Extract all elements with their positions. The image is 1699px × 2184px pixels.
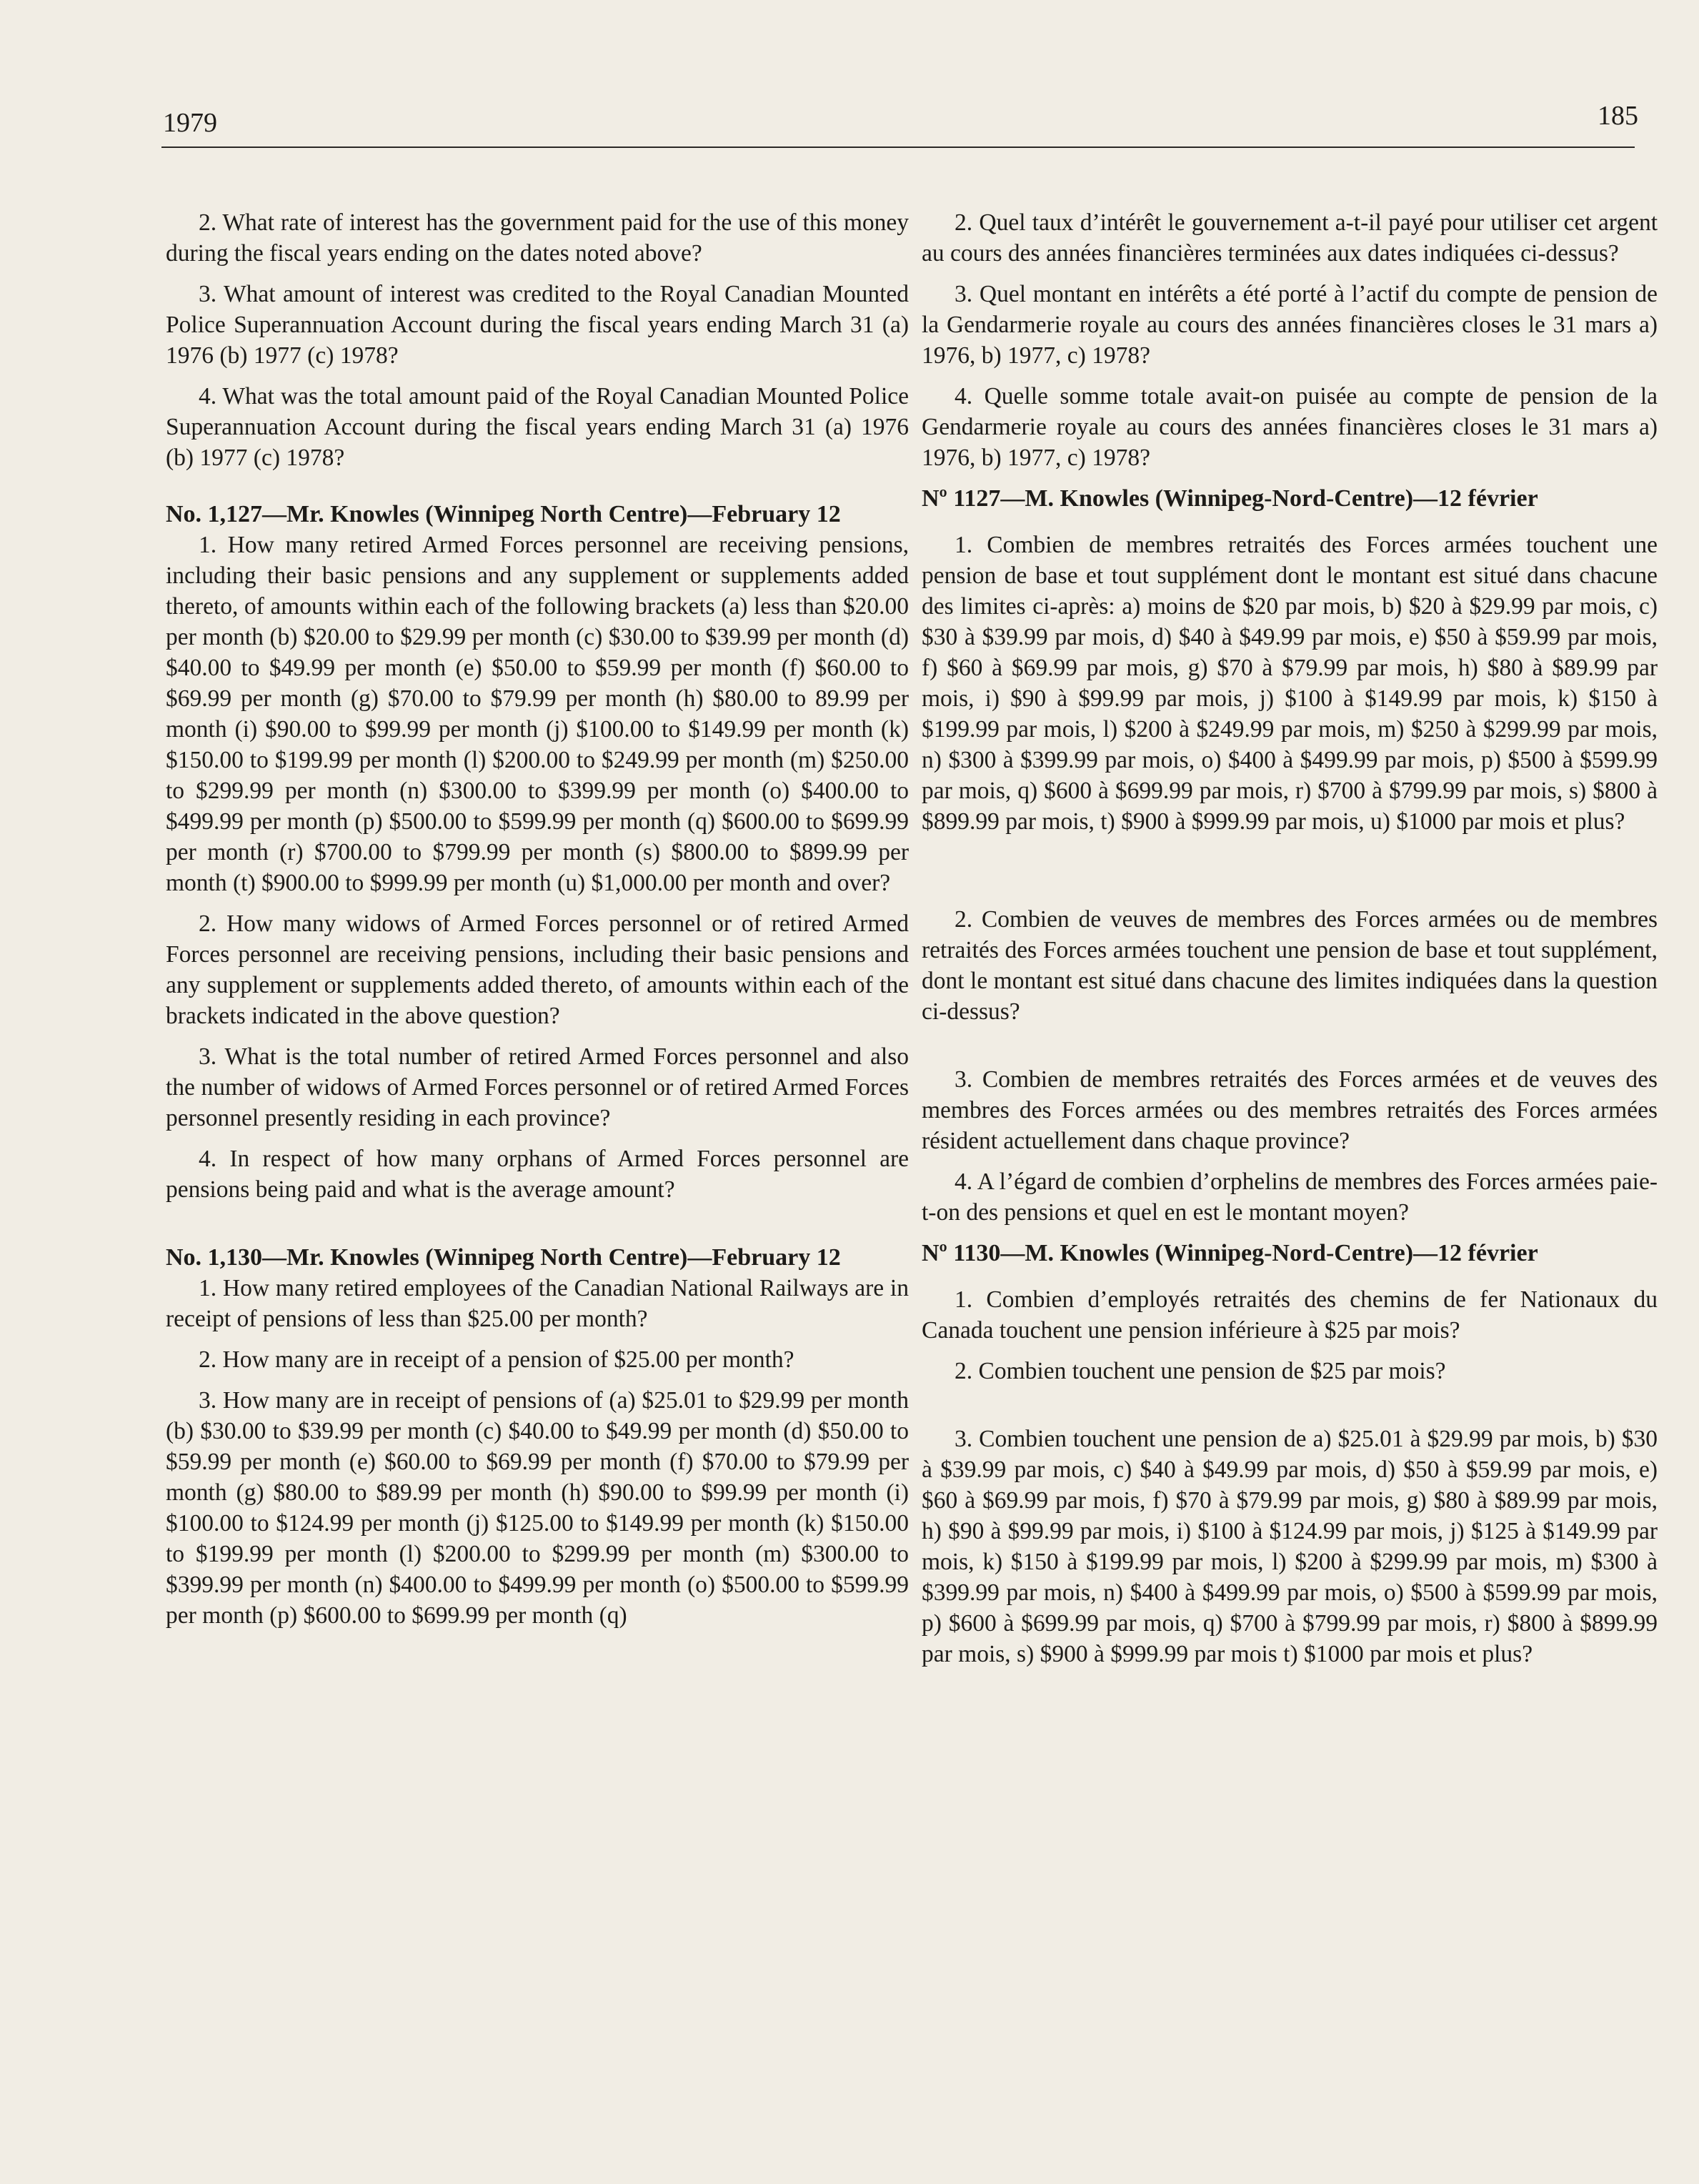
en-q1127-question-1: 1. How many retired Armed Forces personnel are receiving pensions, including their basic pensions and any supplement or supplements added thereto, of amounts within each of the following brackets (a) less than $20.00 per month (b) $20.00 to $29.99 per month (c) $30.00 to $39.99 per month (d) $40.00 to $49.99 per month (e) $50.00 to $59.99 per month (f) $60.00 to $69.99 per month (g) $70.00 to $79.99 per month (h) $80.00 to 89.99 per month (i) $90.00 to $99.99 per month (j) $100.00 to $149.99 per month (k) $150.00 to $199.99 per month (l) $200.00 to $249.99 per month (m) $250.00 to $299.99 per month (n) $300.00 to $399.99 per month (o) $400.00 to $499.99 per month (p) $500.00 to $599.99 per month (q) $600.00 to $699.99 per month (r) $700.00 to $799.99 per month (s) $800.00 to $899.99 per month (t) $900.00 to $999.99 per month (u) $1,000.00 per month and over? <box>166 532 909 896</box>
en-intro-question-3: 3. What amount of interest was credited to the Royal Canadian Mounted Police Superannuation Account during the fiscal years ending March 31 (a) 1976 (b) 1977 (c) 1978? <box>166 281 909 369</box>
fr-intro-question-4: 4. Quelle somme totale avait-on puisée au compte de pension de la Gendarmerie royale au cours des années financières closes le 31 mars a) 1976, b) 1977, c) 1978? <box>922 383 1658 471</box>
header-rule <box>161 147 1635 148</box>
en-q1130-heading: No. 1,130—Mr. Knowles (Winnipeg North Centre)—February 12 <box>166 1244 841 1271</box>
fr-q1127-question-3: 3. Combien de membres retraités des Forces armées et de veuves des membres des Forces armées ou des membres retraités des Forces armées résident actuellement dans chaque province? <box>922 1066 1658 1154</box>
en-q1130-question-1: 1. How many retired employees of the Canadian National Railways are in receipt of pensions of less than $25.00 per month? <box>166 1275 909 1332</box>
en-intro-question-2: 2. What rate of interest has the government paid for the use of this money during the fiscal years ending on the dates noted above? <box>166 209 909 267</box>
header-page-number: 185 <box>1598 101 1638 131</box>
fr-intro-question-2: 2. Quel taux d’intérêt le gouvernement a-t-il payé pour utiliser cet argent au cours des années financières terminées aux dates indiquées ci-dessus? <box>922 209 1658 267</box>
fr-q1130-heading: Nº 1130—M. Knowles (Winnipeg-Nord-Centre)—12 février <box>922 1240 1538 1266</box>
en-q1130-question-3: 3. How many are in receipt of pensions of (a) $25.01 to $29.99 per month (b) $30.00 to $39.99 per month (c) $40.00 to $49.99 per month (d) $50.00 to $59.99 per month (e) $60.00 to $69.99 per month (f) $70.00 to $79.99 per month (g) $80.00 to $89.99 per month (h) $90.00 to $99.99 per month (i) $100.00 to $124.99 per month (j) $125.00 to $149.99 per month (k) $150.00 to $199.99 per month (l) $200.00 to $299.99 per month (m) $300.00 to $399.99 per month (n) $400.00 to $499.99 per month (o) $500.00 to $599.99 per month (p) $600.00 to $699.99 per month (q) <box>166 1387 909 1629</box>
fr-q1127-question-4: 4. A l’égard de combien d’orphelins de membres des Forces armées paie-t-on des pensions et quel en est le montant moyen? <box>922 1168 1658 1226</box>
fr-intro-question-3: 3. Quel montant en intérêts a été porté à l’actif du compte de pension de la Gendarmerie royale au cours des années financières closes le 31 mars a) 1976, b) 1977, c) 1978? <box>922 281 1658 369</box>
english-column <box>166 207 909 1641</box>
header-year: 1979 <box>163 108 217 138</box>
fr-q1127-question-1: 1. Combien de membres retraités des Forces armées touchent une pension de base et tout supplément dont le montant est situé dans chacune des limites ci-après: a) moins de $20 par mois, b) $20 à $29.99 par mois, c) $30 à $39.99 par mois, d) $40 à $49.99 par mois, e) $50 à $59.99 par mois, f) $60 à $69.99 par mois, g) $70 à $79.99 par mois, h) $80 à $89.99 par mois, i) $90 à $99.99 par mois, j) $100 à $149.99 par mois, k) $150 à $199.99 par mois, l) $200 à $249.99 par mois, m) $250 à $299.99 par mois, n) $300 à $399.99 par mois, o) $400 à $499.99 par mois, p) $500 à $599.99 par mois, q) $600 à $699.99 par mois, r) $700 à $799.99 par mois, s) $800 à $899.99 par mois, t) $900 à $999.99 par mois, u) $1000 par mois et plus? <box>922 532 1658 835</box>
fr-q1130-question-1: 1. Combien d’employés retraités des chemins de fer Nationaux du Canada touchent une pension inférieure à $25 par mois? <box>922 1286 1658 1344</box>
fr-q1127-question-2: 2. Combien de veuves de membres des Forces armées ou de membres retraités des Forces armées touchent une pension de base et tout supplément, dont le montant est situé dans chacune des limites indiquées dans la question ci-dessus? <box>922 906 1658 1025</box>
en-q1130-question-2: 2. How many are in receipt of a pension of $25.00 per month? <box>199 1346 794 1373</box>
en-q1127-question-2: 2. How many widows of Armed Forces personnel or of retired Armed Forces personnel are receiving pensions, including their basic pensions and any supplement or supplements added thereto, of amounts within each of the brackets indicated in the above question? <box>166 910 909 1029</box>
en-q1127-question-3: 3. What is the total number of retired Armed Forces personnel and also the number of widows of Armed Forces personnel or of retired Armed Forces personnel presently residing in each province? <box>166 1043 909 1131</box>
fr-q1127-heading: Nº 1127—M. Knowles (Winnipeg-Nord-Centre)—12 février <box>922 485 1538 512</box>
french-column <box>922 207 1658 1679</box>
en-q1127-heading: No. 1,127—Mr. Knowles (Winnipeg North Centre)—February 12 <box>166 501 841 527</box>
fr-q1130-question-2: 2. Combien touchent une pension de $25 par mois? <box>955 1358 1446 1384</box>
en-intro-question-4: 4. What was the total amount paid of the Royal Canadian Mounted Police Superannuation Account during the fiscal years ending March 31 (a) 1976 (b) 1977 (c) 1978? <box>166 383 909 471</box>
en-q1127-question-4: 4. In respect of how many orphans of Armed Forces personnel are pensions being paid and what is the average amount? <box>166 1146 909 1203</box>
fr-q1130-question-3: 3. Combien touchent une pension de a) $25.01 à $29.99 par mois, b) $30 à $39.99 par mois, c) $40 à $49.99 par mois, d) $50 à $59.99 par mois, e) $60 à $69.99 par mois, f) $70 à $79.99 par mois, g) $80 à $89.99 par mois, h) $90 à $99.99 par mois, i) $100 à $124.99 par mois, j) $125 à $149.99 par mois, k) $150 à $199.99 par mois, l) $200 à $299.99 par mois, m) $300 à $399.99 par mois, n) $400 à $499.99 par mois, o) $500 à $599.99 par mois, p) $600 à $699.99 par mois, q) $700 à $799.99 par mois, r) $800 à $899.99 par mois, s) $900 à $999.99 par mois t) $1000 par mois et plus? <box>922 1426 1658 1667</box>
